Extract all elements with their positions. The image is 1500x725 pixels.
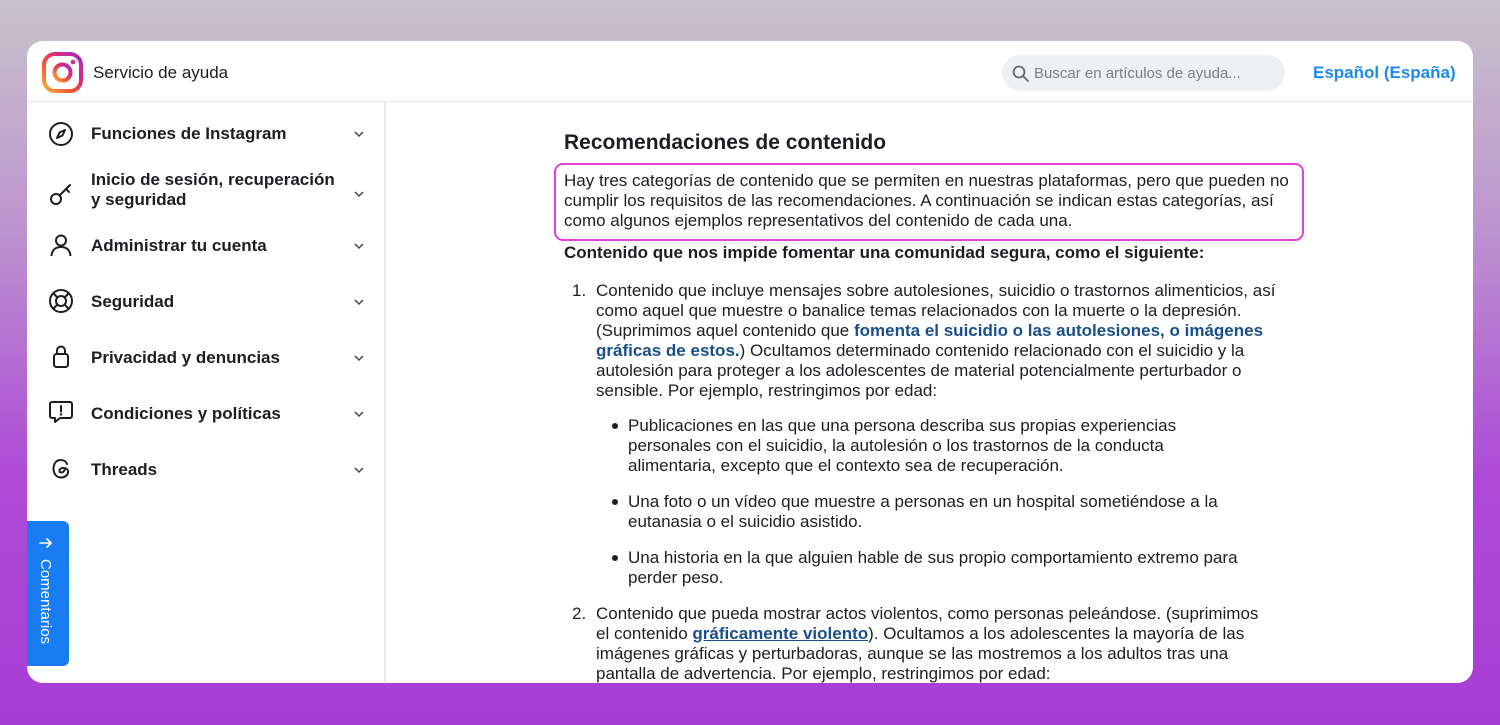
chevron-down-icon (353, 352, 365, 364)
sidebar-item-threads[interactable] (27, 446, 386, 494)
chevron-down-icon (353, 464, 365, 476)
chevron-down-icon (353, 296, 365, 308)
sidebar-item-safety[interactable] (27, 278, 386, 326)
sidebar-item-label: Funciones de Instagram (91, 124, 287, 143)
article-content (388, 102, 1473, 683)
sidebar-nav (27, 102, 386, 683)
arrow-right-icon (38, 535, 54, 551)
sidebar-item-instagram-features[interactable] (27, 110, 386, 158)
sidebar-item-manage-account[interactable] (27, 222, 386, 270)
help-center-title: Servicio de ayuda (93, 63, 229, 82)
sidebar-item-label: Condiciones y políticas (91, 404, 281, 423)
sidebar-item-label: Administrar tu cuenta (91, 236, 267, 255)
person-icon (48, 232, 74, 258)
list-item-text: ). Ocultamos a los adolescentes la mayoría de las imágenes gráficas y perturbadoras, aunque se las mostremos a los adultos tras una pantalla de advertencia. Por ejemplo, restringimos por edad: (596, 624, 1245, 683)
alert-bubble-icon (48, 399, 74, 425)
feedback-label: Comentarios (37, 559, 54, 645)
bullet-item: Publicaciones en las que una persona describa sus propias experiencias personales con el suicidio, la autolesión o los trastornos de la conducta alimentaria, excepto que el contexto sea de recuperación. (628, 416, 1177, 475)
search-input[interactable] (1034, 55, 1274, 91)
chevron-down-icon (353, 240, 365, 252)
help-center-window (27, 41, 1473, 683)
sidebar-item-label: Privacidad y denuncias (91, 348, 280, 367)
key-icon (48, 181, 74, 207)
compass-icon (48, 121, 74, 147)
list-number: 2. (572, 604, 587, 623)
feedback-button[interactable] (27, 521, 69, 666)
section-subheading: Contenido que nos impide fomentar una comunidad segura, como el siguiente: (564, 243, 1205, 262)
sidebar-item-terms-policies[interactable] (27, 390, 386, 438)
article-intro: Hay tres categorías de contenido que se permiten en nuestras plataformas, pero que pueden no cumplir los requisitos de las recomendaciones. A continuación se indican estas categorías, así como algunos ejemplos representativos del contenido de cada una. (564, 171, 1289, 230)
sidebar-item-label: Seguridad (91, 292, 175, 311)
list-item-text: Contenido que pueda mostrar actos violentos, como personas peleándose. (suprimimos el contenido (596, 604, 1259, 643)
bullet-item: Una historia en la que alguien hable de sus propio comportamiento extremo para perder peso. (628, 548, 1238, 587)
bullet-dot (612, 499, 618, 505)
list-item-text: ) Ocultamos determinado contenido relacionado con el suicidio y la autolesión para proteger a los adolescentes de material potencialmente perturbador o sensible. Por ejemplo, restringimos por edad: (596, 341, 1245, 400)
instagram-logo-icon[interactable] (42, 52, 83, 93)
article-title: Recomendaciones de contenido (564, 131, 887, 154)
lifebuoy-icon (48, 288, 74, 314)
bullet-dot (612, 423, 618, 429)
list-item (596, 281, 1276, 401)
sidebar-item-label: Inicio de sesión, recuperación y seguridad (91, 170, 335, 209)
lock-icon (48, 343, 74, 369)
list-number: 1. (572, 281, 587, 300)
graphic-violence-link[interactable]: gráficamente violento (692, 624, 869, 643)
chevron-down-icon (353, 188, 365, 200)
bullet-item: Una foto o un vídeo que muestre a personas en un hospital sometiéndose a la eutanasia o el suicidio asistido. (628, 492, 1218, 531)
sidebar-item-login-recovery[interactable] (27, 166, 386, 222)
top-bar (27, 41, 1473, 102)
threads-icon (48, 455, 74, 481)
sidebar-item-label: Threads (91, 460, 158, 479)
chevron-down-icon (353, 408, 365, 420)
language-selector[interactable]: Español (España) (1313, 63, 1456, 82)
list-item (596, 604, 1276, 683)
search-icon (1012, 65, 1029, 82)
bullet-dot (612, 555, 618, 561)
search-box[interactable] (1002, 55, 1285, 91)
chevron-down-icon (353, 128, 365, 140)
sidebar-item-privacy-reporting[interactable] (27, 334, 386, 382)
list-item-text: Contenido que incluye mensajes sobre autolesiones, suicidio o trastornos alimenticios, así como aquel que muestre o banalice temas relacionados con la muerte o la depresión. (Suprimimos aquel contenido que (596, 281, 1276, 340)
self-harm-policy-link[interactable]: fomenta el suicidio o las autolesiones, o imágenes gráficas de estos. (596, 321, 1264, 360)
